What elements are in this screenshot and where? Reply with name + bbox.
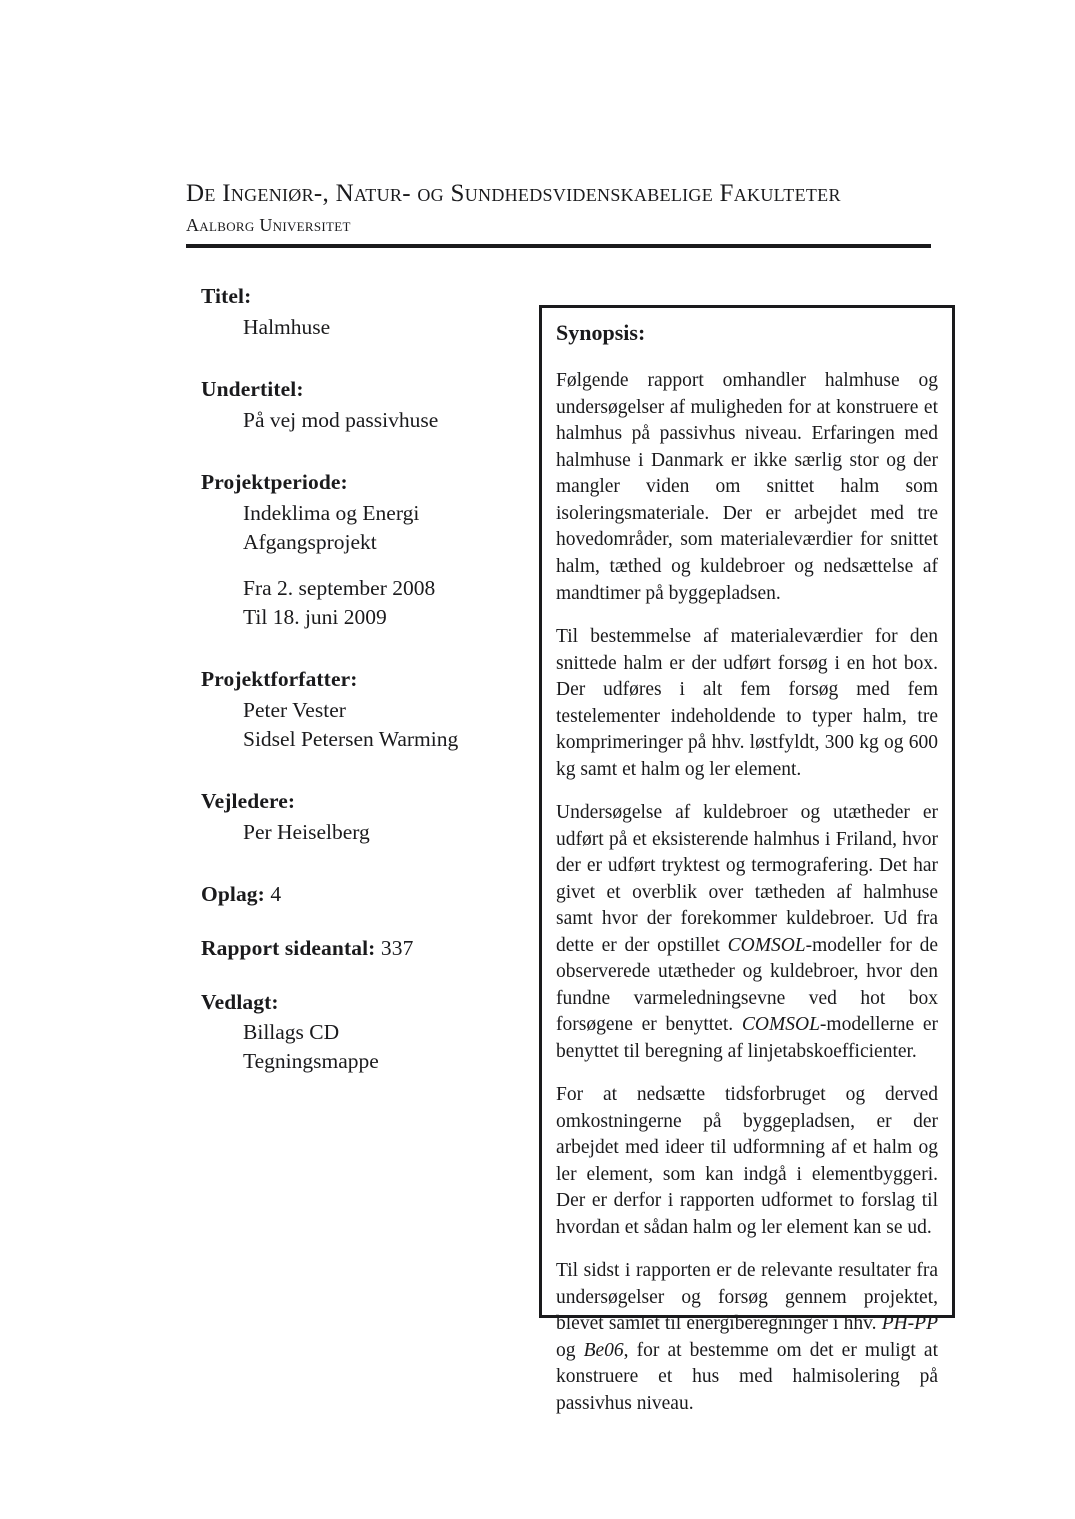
project-period-to: Til 18. juni 2009	[243, 604, 387, 629]
page-count-label: Rapport sideantal:	[201, 935, 376, 960]
enclosures-values	[201, 1018, 521, 1075]
metadata-group-project-period	[201, 468, 521, 631]
print-run-row	[201, 880, 521, 909]
synopsis-paragraph-4: For at nedsætte tidsforbruget og derved omkostningerne på byggepladsen, er der arbejdet med ideer til udformning af et halm og ler element, som kan indgå i elementbyggeri. Der er derfor i rapporten udformet to forslag til hvordan et sådan halm og ler element kan se ud.	[556, 1084, 938, 1238]
synopsis-p5-emphasis-be06: Be06	[583, 1339, 624, 1361]
supervisor-name-1: Per Heiselberg	[243, 819, 370, 844]
title-label: Titel:	[201, 284, 252, 308]
page-count-row	[201, 934, 521, 963]
synopsis-p3-text-b: -modeller for de observerede utætheder og kuldebroer, hvor den fundne varmeledningsevne ved hot box forsøgene er benyttet.	[556, 934, 938, 1036]
supervisors-values	[201, 818, 521, 847]
synopsis-paragraph-2: Til bestemmelse af materialeværdier for den snittede halm er der udført forsøg i en hot box. Der udføres i alt fem forsøg med fem testelementer indeholdende to typer halm, tre komprimeringer på hhv. løstfyldt, 300 kg og 600 kg samt et halm og ler element.	[556, 626, 938, 780]
title-values	[201, 313, 521, 342]
metadata-group-authors	[201, 665, 521, 753]
project-period-type: Afgangsprojekt	[243, 529, 377, 554]
synopsis-paragraph-5	[556, 1258, 938, 1417]
authors-label: Projektforfatter:	[201, 667, 358, 692]
enclosures-label: Vedlagt:	[201, 989, 279, 1014]
subtitle-label: Undertitel:	[201, 377, 304, 402]
project-period-from: Fra 2. september 2008	[243, 576, 436, 601]
print-run-label: Oplag:	[201, 882, 265, 907]
project-period-label: Projektperiode:	[201, 470, 348, 495]
project-period-values	[201, 499, 521, 631]
supervisors-label: Vejledere:	[201, 789, 296, 814]
synopsis-paragraph-1: Følgende rapport omhandler halmhuse og undersøgelser af muligheden for at konstruere et halmhus på passivhus niveau. Erfaringen med halmhuse i Danmark er ikke særlig stor og der mangler viden om snittet halm som isoleringsmateriale. Der er arbejdet med tre hovedområder, som materialeværdier for snittet halm, tæthed og kuldebroer og nedsættelse af mandtimer på byggepladsen.	[556, 370, 938, 604]
enclosure-item-1: Billags CD	[243, 1020, 340, 1045]
metadata-group-title	[201, 282, 521, 341]
author-name-1: Peter Vester	[243, 697, 346, 722]
metadata-group-supervisors	[201, 787, 521, 846]
project-period-programme: Indeklima og Energi	[243, 500, 420, 525]
metadata-group-subtitle	[201, 375, 521, 434]
synopsis-p5-text-c: , for at bestemme om det er muligt at konstruere et hus med halmisolering på passivhus niveau.	[556, 1339, 939, 1414]
subtitle-values	[201, 406, 521, 435]
synopsis-box	[539, 305, 955, 1414]
page-count-value: 337	[380, 935, 414, 960]
synopsis-body	[556, 368, 938, 1417]
synopsis-title: Synopsis:	[556, 320, 646, 345]
faculty-name: De Ingeniør-, Natur- og Sundhedsvidenskabelige Fakulteter	[186, 180, 841, 207]
synopsis-p3-text-c: -modellerne er benyttet til beregning af linjetabskoefficienter.	[556, 1014, 938, 1062]
author-name-2: Sidsel Petersen Warming	[243, 726, 459, 751]
metadata-group-print-run	[201, 880, 521, 909]
synopsis-p3-text-a: Undersøgelse af kuldebroer og utætheder er udført på et eksisterende halmhus i Friland, hvor der er udført tryktest og termografering. Det har givet et overblik over tætheden af halmhuse samt hvor der forekommer kuldebroer. Ud fra dette er der opstillet	[556, 802, 938, 956]
subtitle-value: På vej mod passivhuse	[243, 407, 439, 432]
print-run-value: 4	[270, 882, 282, 907]
project-metadata-column	[201, 282, 521, 1075]
university-name: Aalborg Universitet	[186, 215, 351, 235]
synopsis-paragraph-3	[556, 800, 938, 1065]
metadata-group-enclosures	[201, 988, 521, 1076]
document-header	[186, 180, 932, 248]
synopsis-p3-emphasis-comsol-2: COMSOL	[741, 1014, 820, 1036]
title-value: Halmhuse	[243, 314, 331, 339]
header-divider-rule	[186, 244, 931, 248]
enclosure-item-2: Tegningsmappe	[243, 1048, 379, 1073]
authors-values	[201, 696, 521, 753]
metadata-group-page-count	[201, 934, 521, 963]
synopsis-p5-text-b: og	[556, 1339, 584, 1361]
synopsis-p3-emphasis-comsol-1: COMSOL	[727, 934, 806, 956]
synopsis-p5-emphasis-phpp: PH-PP	[881, 1313, 938, 1335]
synopsis-p5-text-a: Til sidst i rapporten er de relevante resultater fra undersøgelser og forsøg gennem projektet, blevet samlet til energiberegninger i hhv.	[556, 1260, 938, 1335]
project-period-dates	[243, 574, 521, 631]
